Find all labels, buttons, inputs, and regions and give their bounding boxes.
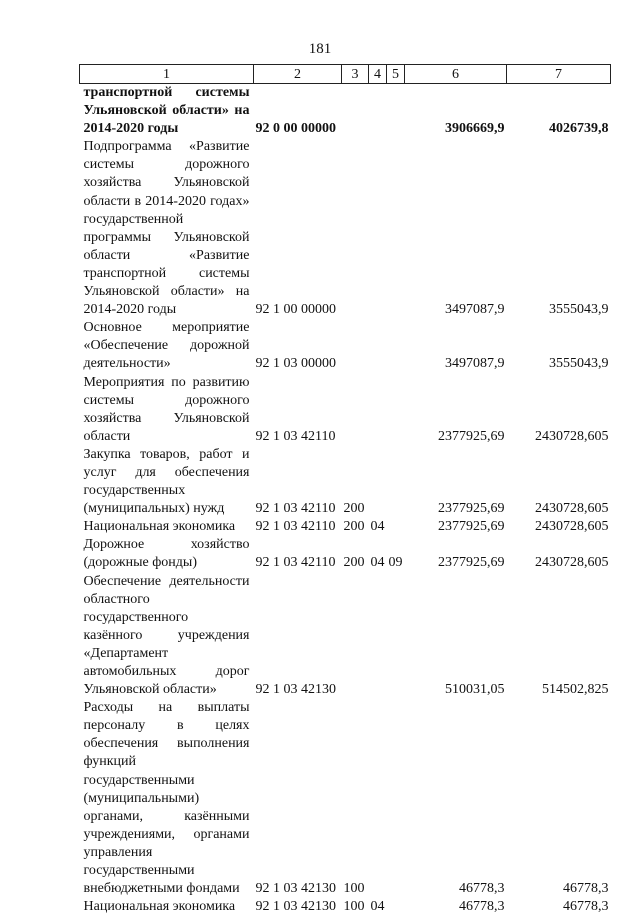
row-col3: [342, 573, 369, 700]
page-number: 181: [0, 40, 640, 58]
row-col5: [387, 898, 405, 916]
header-col-5: 5: [387, 65, 405, 84]
row-col3: 200: [342, 536, 369, 572]
row-code: 92 1 03 42110: [254, 374, 342, 446]
header-col-7: 7: [507, 65, 611, 84]
row-col3: 200: [342, 518, 369, 536]
table-row: [80, 699, 611, 898]
row-col4: [369, 573, 387, 700]
row-col4: [369, 319, 387, 373]
table-row: [80, 573, 611, 700]
row-col4: [369, 84, 387, 139]
row-col6: 3497087,9: [405, 138, 507, 319]
table-row: [80, 84, 611, 139]
table-row: [80, 518, 611, 536]
row-col5: [387, 84, 405, 139]
row-col4: [369, 138, 387, 319]
row-col7: 46778,3: [507, 699, 611, 898]
row-col6: 3497087,9: [405, 319, 507, 373]
row-col7: 2430728,605: [507, 446, 611, 518]
row-name: Национальная экономика: [80, 518, 254, 536]
row-col6: 3906669,9: [405, 84, 507, 139]
row-col7: 4026739,8: [507, 84, 611, 139]
row-col5: [387, 319, 405, 373]
row-code: 92 1 00 00000: [254, 138, 342, 319]
row-code: 92 1 03 42110: [254, 518, 342, 536]
row-col6: 46778,3: [405, 898, 507, 916]
row-code: 92 1 03 42130: [254, 573, 342, 700]
table-body: [80, 84, 611, 916]
row-col3: [342, 138, 369, 319]
header-col-3: 3: [342, 65, 369, 84]
row-col6: 2377925,69: [405, 374, 507, 446]
row-col3: 100: [342, 898, 369, 916]
table-row: [80, 319, 611, 373]
row-col6: 2377925,69: [405, 518, 507, 536]
row-name: Расходы на выплаты персоналу в целях обеспечения выполнения функций государственными (муниципальными) органами, казёнными учреждениями, органами управления государственными внебюджетными фондами: [80, 699, 254, 898]
row-col3: [342, 84, 369, 139]
row-col5: [387, 518, 405, 536]
row-name: Подпрограмма «Развитие системы дорожного хозяйства Ульяновской области в 2014-2020 годах» государственной программы Ульяновской области «Развитие транспортной системы Ульяновской области» на 2014-2020 годы: [80, 138, 254, 319]
row-code: 92 1 03 00000: [254, 319, 342, 373]
row-col4: 04: [369, 536, 387, 572]
row-col5: [387, 374, 405, 446]
header-col-6: 6: [405, 65, 507, 84]
row-code: 92 1 03 42110: [254, 536, 342, 572]
row-code: 92 0 00 00000: [254, 84, 342, 139]
row-col4: [369, 699, 387, 898]
row-col6: 2377925,69: [405, 536, 507, 572]
row-col3: 200: [342, 446, 369, 518]
row-col7: 514502,825: [507, 573, 611, 700]
row-col5: 09: [387, 536, 405, 572]
row-col5: [387, 446, 405, 518]
row-col4: [369, 446, 387, 518]
row-col7: 3555043,9: [507, 319, 611, 373]
row-name: Национальная экономика: [80, 898, 254, 916]
header-col-2: 2: [254, 65, 342, 84]
row-col4: 04: [369, 898, 387, 916]
row-col7: 46778,3: [507, 898, 611, 916]
row-name: Мероприятия по развитию системы дорожного хозяйства Ульяновской области: [80, 374, 254, 446]
row-col7: 3555043,9: [507, 138, 611, 319]
row-col3: [342, 319, 369, 373]
row-name: Основное мероприятие «Обеспечение дорожной деятельности»: [80, 319, 254, 373]
row-col7: 2430728,605: [507, 518, 611, 536]
row-name: Закупка товаров, работ и услуг для обеспечения государственных (муниципальных) нужд: [80, 446, 254, 518]
row-code: 92 1 03 42130: [254, 898, 342, 916]
header-col-1: 1: [80, 65, 254, 84]
row-code: 92 1 03 42130: [254, 699, 342, 898]
row-col3: 100: [342, 699, 369, 898]
table-row: [80, 446, 611, 518]
row-name: транспортной системы Ульяновской области» на 2014-2020 годы: [80, 84, 254, 139]
row-code: 92 1 03 42110: [254, 446, 342, 518]
row-name: Дорожное хозяйство (дорожные фонды): [80, 536, 254, 572]
table-row: [80, 536, 611, 572]
row-col5: [387, 699, 405, 898]
table-row: [80, 374, 611, 446]
table-row: [80, 138, 611, 319]
table-row: [80, 898, 611, 916]
row-col5: [387, 573, 405, 700]
row-col7: 2430728,605: [507, 536, 611, 572]
table-header-row: [80, 65, 611, 84]
row-col7: 2430728,605: [507, 374, 611, 446]
row-col6: 510031,05: [405, 573, 507, 700]
row-col6: 2377925,69: [405, 446, 507, 518]
row-col5: [387, 138, 405, 319]
row-col4: [369, 374, 387, 446]
row-name: Обеспечение деятельности областного государственного казённого учреждения «Департамент автомобильных дорог Ульяновской области»: [80, 573, 254, 700]
row-col3: [342, 374, 369, 446]
row-col6: 46778,3: [405, 699, 507, 898]
budget-table: [79, 64, 611, 916]
row-col4: 04: [369, 518, 387, 536]
header-col-4: 4: [369, 65, 387, 84]
